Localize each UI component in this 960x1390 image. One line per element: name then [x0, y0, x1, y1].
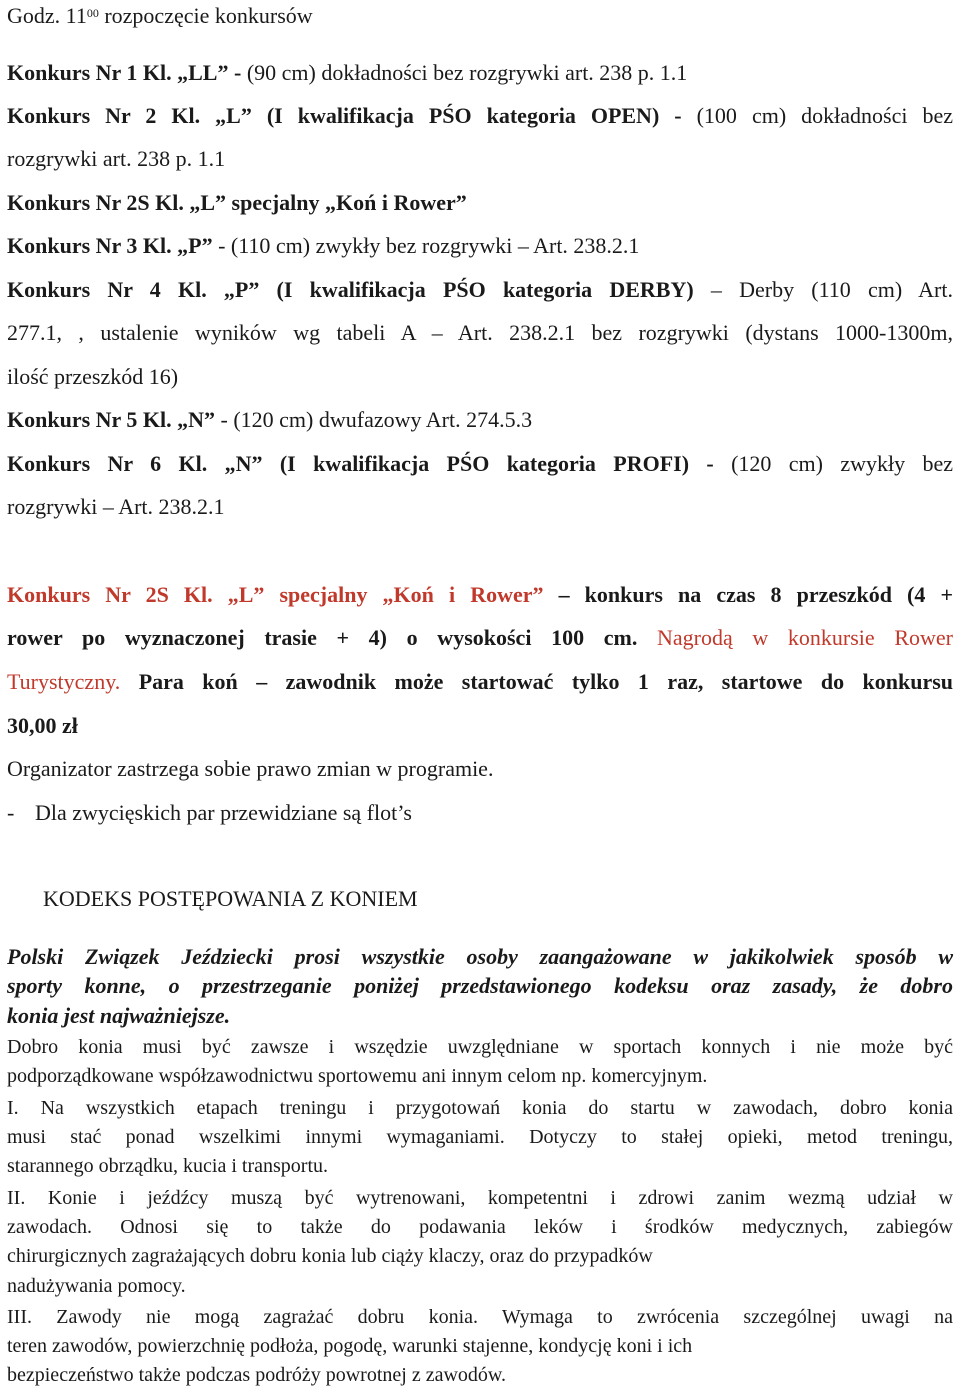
competition-6-cont: rozgrywki – Art. 238.2.1 — [7, 494, 225, 519]
code-para-11: teren zawodów, powierzchnię podłoża, pogodę, warunki stajenne, kondycję koni i ich — [7, 1335, 693, 1357]
code-intro-1: Polski Związek Jeździecki prosi wszystkie osoby zaangażowane w jakikolwiek sposób w — [7, 944, 953, 969]
code-para-9: nadużywania pomocy. — [7, 1275, 186, 1297]
competition-2: Konkurs Nr 2 Kl. „L” (I kwalifikacja PŚO kategoria OPEN) - (100 cm) dokładności bez — [7, 103, 953, 128]
code-para-12: bezpieczeństwo także podczas podróży powrotnej z zawodów. — [7, 1364, 507, 1386]
competition-2-cont: rozgrywki art. 238 p. 1.1 — [7, 146, 226, 171]
code-para-10: III. Zawody nie mogą zagrażać dobru konia. Wymaga to zwrócenia szczególnej uwagi na — [7, 1306, 953, 1328]
competition-4-cont2: ilość przeszkód 16) — [7, 364, 179, 389]
code-para-6: II. Konie i jeźdźcy muszą być wytrenowani, kompetentni i zdrowi zanim wezmą udział w — [7, 1187, 953, 1209]
time-line: Godz. $11^{00}$ rozpoczęcie konkursów — [7, 3, 313, 28]
code-intro-3: konia jest najważniejsze. — [7, 1003, 231, 1028]
code-para-2: podporządkowane współzawodnictwu sportowemu ani innym celom np. komercyjnym. — [7, 1065, 708, 1087]
time-superscript: 00 — [86, 6, 99, 20]
code-para-4: musi stać ponad wszelkimi innymi wymaganiami. Dotyczy to stałej opieki, metod treningu, — [7, 1126, 953, 1148]
competition-2s: Konkurs Nr 2S Kl. „L” specjalny „Koń i Rower” — [7, 190, 467, 215]
code-para-5: starannego obrządku, kucia i transportu. — [7, 1155, 329, 1177]
competition-3: Konkurs Nr 3 Kl. „P” - (110 cm) zwykły bez rozgrywki – Art. 238.2.1 — [7, 233, 640, 258]
code-intro-2: sporty konne, o przestrzeganie poniżej przedstawionego kodeksu oraz zasady, że dobro — [7, 973, 953, 998]
competition-1: Konkurs Nr 1 Kl. „LL” - (90 cm) dokładności bez rozgrywki art. 238 p. 1.1 — [7, 60, 688, 85]
special-line-3: Turystyczny. Para koń – zawodnik może startować tylko 1 raz, startowe do konkursu — [7, 669, 954, 694]
code-title: KODEKS POSTĘPOWANIA Z KONIEM — [43, 886, 418, 911]
competition-4-cont: 277.1, , ustalenie wyników wg tabeli A – Art. 238.2.1 bez rozgrywki (dystans 1000-1300m, — [7, 320, 953, 345]
code-para-7: zawodach. Odnosi się to także do podawania leków i środków medycznych, zabiegów — [7, 1216, 953, 1238]
competition-6: Konkurs Nr 6 Kl. „N” (I kwalifikacja PŚO kategoria PROFI) - (120 cm) zwykły bez — [7, 451, 954, 476]
organizer-note: Organizator zastrzega sobie prawo zmian w programie. — [7, 756, 494, 781]
code-para-1: Dobro konia musi być zawsze i wszędzie uwzględniane w sportach konnych i nie może być — [7, 1036, 953, 1058]
code-para-3: I. Na wszystkich etapach treningu i przygotowań konia do startu w zawodach, dobro konia — [7, 1097, 953, 1119]
code-para-8: chirurgicznych zagrażających dobru konia lub ciąży klaczy, oraz do przypadków — [7, 1245, 653, 1267]
prize-note: - Dla zwycięskich par przewidziane są flot’s — [7, 800, 412, 825]
special-line-2: rower po wyznaczonej trasie + 4) o wysokości 100 cm. Nagrodą w konkursie Rower — [7, 625, 953, 650]
special-line-1: Konkurs Nr 2S Kl. „L” specjalny „Koń i Rower” – konkurs na czas 8 przeszkód (4 + — [7, 582, 953, 607]
competition-4: Konkurs Nr 4 Kl. „P” (I kwalifikacja PŚO kategoria DERBY) – Derby (110 cm) Art. — [7, 277, 953, 302]
special-fee: 30,00 zł — [7, 713, 78, 738]
competition-5: Konkurs Nr 5 Kl. „N” - (120 cm) dwufazowy Art. 274.5.3 — [7, 407, 533, 432]
